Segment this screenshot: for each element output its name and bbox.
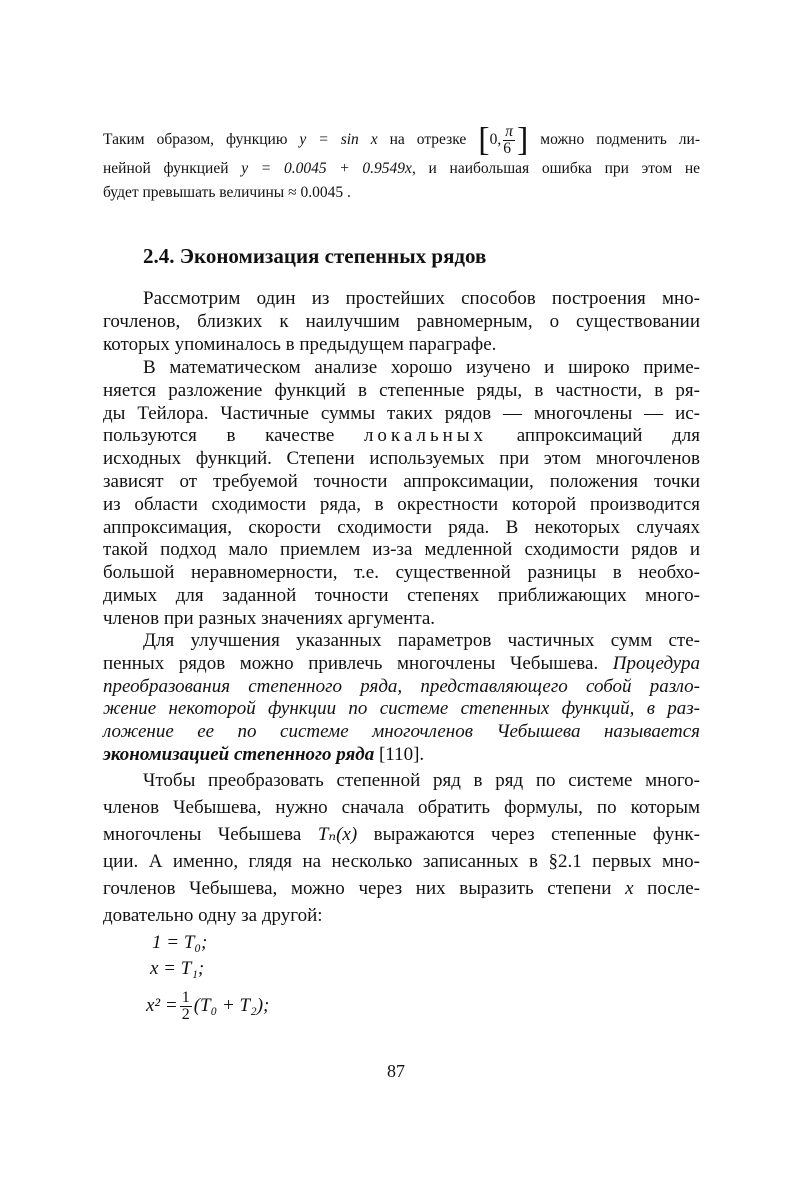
intro-line-1 [103,122,700,158]
text-line [103,539,700,562]
text: такой подход мало приемлем из-за медленной сходимости рядов и [103,539,700,561]
text: исходных функций. Степени используемых при этом многочленов [103,448,700,470]
text-line [103,608,700,631]
text-line [103,653,700,676]
text: гочленов Чебышева, можно через них выразить степени [103,878,626,899]
paragraph-3 [103,630,700,767]
text-line [103,676,700,699]
text: няется разложение функций в степенные ряды, в частности, в ря- [103,379,700,401]
text-line [103,357,700,380]
paragraph-4 [103,767,700,929]
paragraph-1 [103,288,700,356]
emphasis-text: Процедура [612,652,700,674]
text-line [103,288,700,311]
emphasis-text: экономизацией степенного ряда [103,743,375,765]
emphasis-text: преобразования степенного ряда, представляющего собой разло- [103,675,700,697]
emphasis-text: x [625,878,634,899]
text-line [103,311,700,334]
text-line [103,380,700,403]
text: нейной функцией [103,160,229,177]
text-line [103,794,700,821]
emphasis-text: ложение ее по системе многочленов Чебышева называется [103,721,700,743]
text-line [103,848,700,875]
text: пользуются в качестве [103,425,364,447]
text: Для улучшения указанных параметров частичных сумм сте- [143,630,700,651]
text-line [103,767,700,794]
text: можно подменить ли- [540,131,700,148]
text-line [103,425,700,448]
text-line [103,698,700,721]
text: членов Чебышева, нужно сначала обратить формулы, по которым [103,797,700,818]
formula-sin: y = sin x [299,131,378,148]
text: большой неравномерности, т.е. существенной разницы в необхо- [103,562,700,584]
text: Таким образом, функцию [103,131,288,148]
intro-line-3: будет превышать величины ≈ 0.0045 . [103,184,351,201]
text: димых для заданной точности степенях приближающих много- [103,584,700,606]
paragraph-2 [103,357,700,631]
text: членов при разных значениях аргумента. [103,607,436,629]
six: 6 [503,139,511,157]
pi: π [505,123,513,141]
formula-1: 1 = T₀; [152,932,208,953]
text-line [103,448,700,471]
formula-3 [146,989,270,1023]
formulas [146,932,270,1023]
text-line [103,821,700,848]
text: из области сходимости ряда, в окрестности которой производится [103,493,700,515]
emphasis-text: Tₙ(x) [317,824,358,845]
emphasis-text: жение некоторой функции по системе степенных функций, в раз- [103,698,700,720]
text: которых упоминалось в предыдущем параграфе. [103,333,497,355]
text-line [103,334,700,357]
text: В математическом анализе хорошо изучено и широко приме- [143,357,700,378]
formula-3-lhs: x² = [146,994,178,1016]
text: довательно одну за другой: [103,905,323,926]
text-line [103,471,700,494]
text-line [103,585,700,608]
text-line [103,630,700,653]
text: пенных рядов можно привлечь многочлены Чебышева. [103,652,613,674]
intro-line-2 [103,160,700,178]
text: после- [633,878,700,899]
interval-start: 0, [489,131,502,148]
text: Чтобы преобразовать степенной ряд в ряд по системе много- [143,770,700,791]
text-line [103,721,700,744]
text-line [103,744,700,767]
text: [110]. [374,743,425,765]
text: зависят от требуемой точности аппроксимации, положения точки [103,470,700,492]
page-number: 87 [387,1061,405,1081]
formula-3-rhs: (T₀ + T₂); [193,994,270,1016]
text-line [103,494,700,517]
fraction-num: 1 [181,989,190,1006]
formula-2: x = T₁; [150,958,205,979]
text: многочлены Чебышева [103,824,318,845]
interval: [0, $\frac{\pi}{6}$ ] [478,121,529,159]
text-line [103,403,700,426]
text: ции. А именно, глядя на несколько записанных в §2.1 первых мно- [103,851,700,872]
text-line [103,517,700,540]
text: ды Тейлора. Частичные суммы таких рядов — многочлены — ис- [103,402,700,424]
text: аппроксимация, скорости сходимости ряда. В некоторых случаях [103,516,700,538]
spaced-text: локальных [363,425,488,447]
text-line [103,902,700,929]
section-heading: 2.4. Экономизация степенных рядов [143,244,487,268]
text: выражаются через степенные функ- [357,824,700,845]
text: , и наибольшая ошибка при этом не [411,160,701,177]
formula-linear: y = 0.0045 + 0.9549x [241,160,412,177]
intro-text [103,122,700,202]
text-line [103,875,700,902]
text: на отрезке [389,131,467,148]
text: аппроксимаций для [487,425,700,447]
fraction-den: 2 [181,1006,190,1023]
text-line [103,562,700,585]
text: Рассмотрим один из простейших способов построения мно- [143,288,700,309]
text: гочленов, близких к наилучшим равномерным, о существовании [103,310,700,332]
